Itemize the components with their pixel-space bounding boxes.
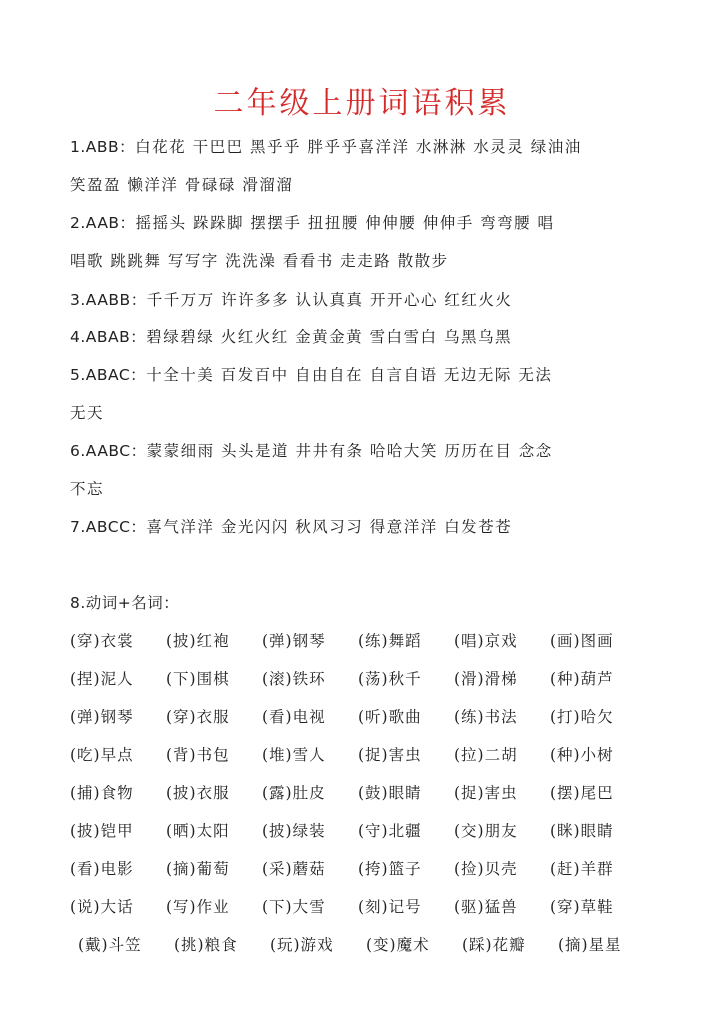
verb-noun-pair: (刻)记号	[358, 898, 422, 916]
section-2-line-1: 2.AAB：摇摇头 跺跺脚 摆摆手 扭扭腰 伸伸腰 伸伸手 弯弯腰 唱	[70, 214, 555, 232]
section-4-line-1: 4.ABAB：碧绿碧绿 火红火红 金黄金黄 雪白雪白 乌黑乌黑	[70, 328, 512, 346]
verb-noun-row	[70, 819, 646, 841]
section-8-heading: 8.动词+名词：	[70, 594, 180, 612]
verb-noun-pair: (练)舞蹈	[358, 632, 422, 650]
verb-noun-pair: (捉)害虫	[358, 746, 422, 764]
section-label: 5.ABAC：	[70, 366, 147, 384]
verb-noun-pair: (鼓)眼睛	[358, 784, 422, 802]
verb-noun-pair: (拉)二胡	[454, 746, 518, 764]
verb-noun-pair: (种)小树	[550, 746, 614, 764]
section-1-line-1: 1.ABB：白花花 干巴巴 黑乎乎 胖乎乎喜洋洋 水淋淋 水灵灵 绿油油	[70, 138, 582, 156]
section-label: 4.ABAB：	[70, 328, 147, 346]
verb-noun-pair: (交)朋友	[454, 822, 518, 840]
verb-noun-pair: (披)红袍	[166, 632, 230, 650]
verb-noun-pair: (驱)猛兽	[454, 898, 518, 916]
verb-noun-row	[70, 781, 646, 803]
verb-noun-pair: (下)围棋	[166, 670, 230, 688]
verb-noun-pair: (下)大雪	[262, 898, 326, 916]
section-6-line-1: 6.AABC：蒙蒙细雨 头头是道 井井有条 哈哈大笑 历历在目 念念	[70, 442, 553, 460]
verb-noun-pair: (捡)贝壳	[454, 860, 518, 878]
verb-noun-row	[70, 629, 646, 651]
verb-noun-pair: (吃)早点	[70, 746, 134, 764]
verb-noun-pair: (写)作业	[166, 898, 230, 916]
verb-noun-pair: (眯)眼睛	[550, 822, 614, 840]
section-label: 6.AABC：	[70, 442, 147, 460]
verb-noun-pair: (摘)星星	[558, 936, 622, 954]
verb-noun-pair: (听)歌曲	[358, 708, 422, 726]
verb-noun-pair: (披)绿装	[262, 822, 326, 840]
verb-noun-row	[78, 933, 654, 955]
verb-noun-pair: (挎)篮子	[358, 860, 422, 878]
verb-noun-pair: (看)电影	[70, 860, 134, 878]
verb-noun-pair: (捕)食物	[70, 784, 134, 802]
verb-noun-pair: (弹)钢琴	[262, 632, 326, 650]
verb-noun-pair: (滚)铁环	[262, 670, 326, 688]
verb-noun-pair: (画)图画	[550, 632, 614, 650]
section-label: 3.AABB：	[70, 291, 147, 309]
section-3-line-1: 3.AABB：千千万万 许许多多 认认真真 开开心心 红红火火	[70, 291, 513, 309]
verb-noun-pair: (荡)秋千	[358, 670, 422, 688]
verb-noun-pair: (打)哈欠	[550, 708, 614, 726]
verb-noun-row	[70, 667, 646, 689]
verb-noun-pair: (背)书包	[166, 746, 230, 764]
verb-noun-pair: (看)电视	[262, 708, 326, 726]
verb-noun-pair: (赶)羊群	[550, 860, 614, 878]
verb-noun-pair: (披)铠甲	[70, 822, 134, 840]
verb-noun-pair: (弹)钢琴	[70, 708, 134, 726]
verb-noun-pair: (练)书法	[454, 708, 518, 726]
verb-noun-pair: (穿)衣裳	[70, 632, 134, 650]
section-7-line-1: 7.ABCC：喜气洋洋 金光闪闪 秋风习习 得意洋洋 白发苍苍	[70, 518, 513, 536]
verb-noun-pair: (挑)粮食	[174, 936, 238, 954]
verb-noun-pair: (披)衣服	[166, 784, 230, 802]
verb-noun-row	[70, 857, 646, 879]
verb-noun-pair: (露)肚皮	[262, 784, 326, 802]
verb-noun-row	[70, 705, 646, 727]
section-label: 2.AAB：	[70, 214, 136, 232]
verb-noun-pair: (捏)泥人	[70, 670, 134, 688]
verb-noun-pair: (说)大话	[70, 898, 134, 916]
verb-noun-pair: (守)北疆	[358, 822, 422, 840]
section-label: 1.ABB：	[70, 138, 136, 156]
verb-noun-row	[70, 895, 646, 917]
verb-noun-pair: (晒)太阳	[166, 822, 230, 840]
verb-noun-pair: (捉)害虫	[454, 784, 518, 802]
verb-noun-pair: (摘)葡萄	[166, 860, 230, 878]
section-2-line-2: 唱歌 跳跳舞 写写字 洗洗澡 看看书 走走路 散散步	[70, 252, 449, 270]
verb-noun-pair: (采)蘑菇	[262, 860, 326, 878]
verb-noun-pair: (滑)滑梯	[454, 670, 518, 688]
verb-noun-pair: (穿)衣服	[166, 708, 230, 726]
page-title: 二年级上册词语积累	[213, 86, 511, 121]
verb-noun-pair: (种)葫芦	[550, 670, 614, 688]
verb-noun-pair: (摆)尾巴	[550, 784, 614, 802]
section-5-line-2: 无天	[70, 404, 105, 422]
verb-noun-pair: (戴)斗笠	[78, 936, 142, 954]
section-6-line-2: 不忘	[70, 480, 105, 498]
verb-noun-pair: (玩)游戏	[270, 936, 334, 954]
verb-noun-pair: (唱)京戏	[454, 632, 518, 650]
verb-noun-row	[70, 743, 646, 765]
verb-noun-pair: (变)魔术	[366, 936, 430, 954]
section-1-line-2: 笑盈盈 懒洋洋 骨碌碌 滑溜溜	[70, 176, 294, 194]
verb-noun-pair: (踩)花瓣	[462, 936, 526, 954]
section-5-line-1: 5.ABAC：十全十美 百发百中 自由自在 自言自语 无边无际 无法	[70, 366, 553, 384]
verb-noun-pair: (穿)草鞋	[550, 898, 614, 916]
section-label: 7.ABCC：	[70, 518, 147, 536]
verb-noun-pair: (堆)雪人	[262, 746, 326, 764]
